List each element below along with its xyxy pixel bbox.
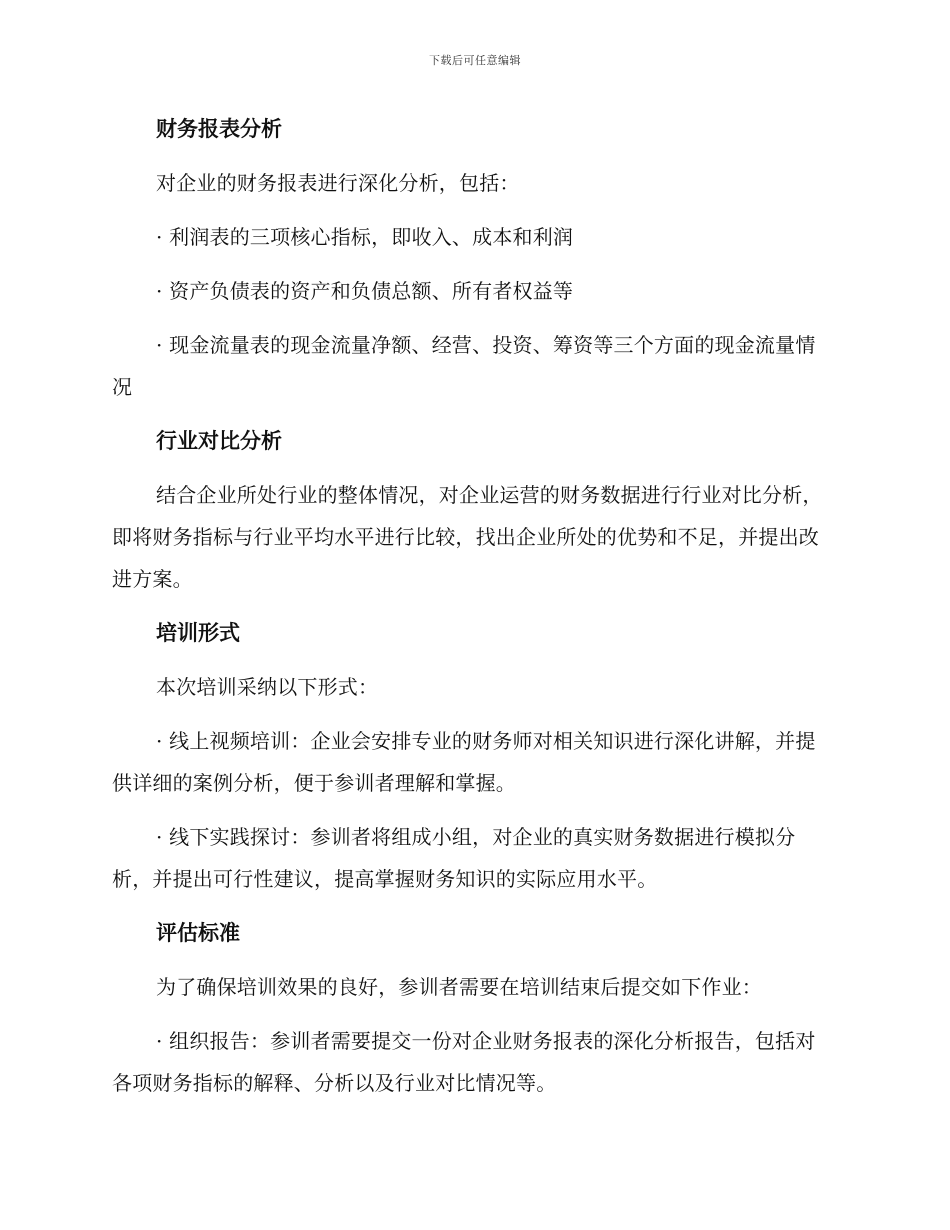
bullet-item: · 线上视频培训：企业会安排专业的财务师对相关知识进行深化讲解，并提供详细的案例分析，便于参训者理解和掌握。: [112, 729, 816, 795]
bullet-item: · 线下实践探讨：参训者将组成小组，对企业的真实财务数据进行模拟分析，并提出可行性建议，提高掌握财务知识的实际应用水平。: [112, 825, 796, 891]
document-body: [112, 108, 832, 1116]
paragraph: 为了确保培训效果的良好，参训者需要在培训结束后提交如下作业：: [156, 975, 762, 999]
bullet-item: · 现金流量表的现金流量净额、经营、投资、筹资等三个方面的现金流量情况: [112, 333, 816, 399]
section-heading-financial-statements: 财务报表分析: [156, 116, 282, 141]
paragraph: 对企业的财务报表进行深化分析，包括：: [156, 171, 520, 195]
page-header: 下载后可任意编辑: [429, 54, 521, 67]
bullet-item: · 组织报告：参训者需要提交一份对企业财务报表的深化分析报告，包括对各项财务指标的解释、分析以及行业对比情况等。: [112, 1029, 816, 1095]
bullet-item: · 资产负债表的资产和负债总额、所有者权益等: [156, 279, 574, 303]
section-heading-industry-comparison: 行业对比分析: [156, 428, 282, 453]
section-heading-training-format: 培训形式: [156, 620, 240, 645]
bullet-item: · 利润表的三项核心指标，即收入、成本和利润: [156, 225, 574, 249]
section-heading-evaluation-criteria: 评估标准: [156, 920, 240, 945]
paragraph: 结合企业所处行业的整体情况，对企业运营的财务数据进行行业对比分析，即将财务指标与行业平均水平进行比较，找出企业所处的优势和不足，并提出改进方案。: [112, 483, 823, 591]
paragraph: 本次培训采纳以下形式：: [156, 675, 379, 699]
